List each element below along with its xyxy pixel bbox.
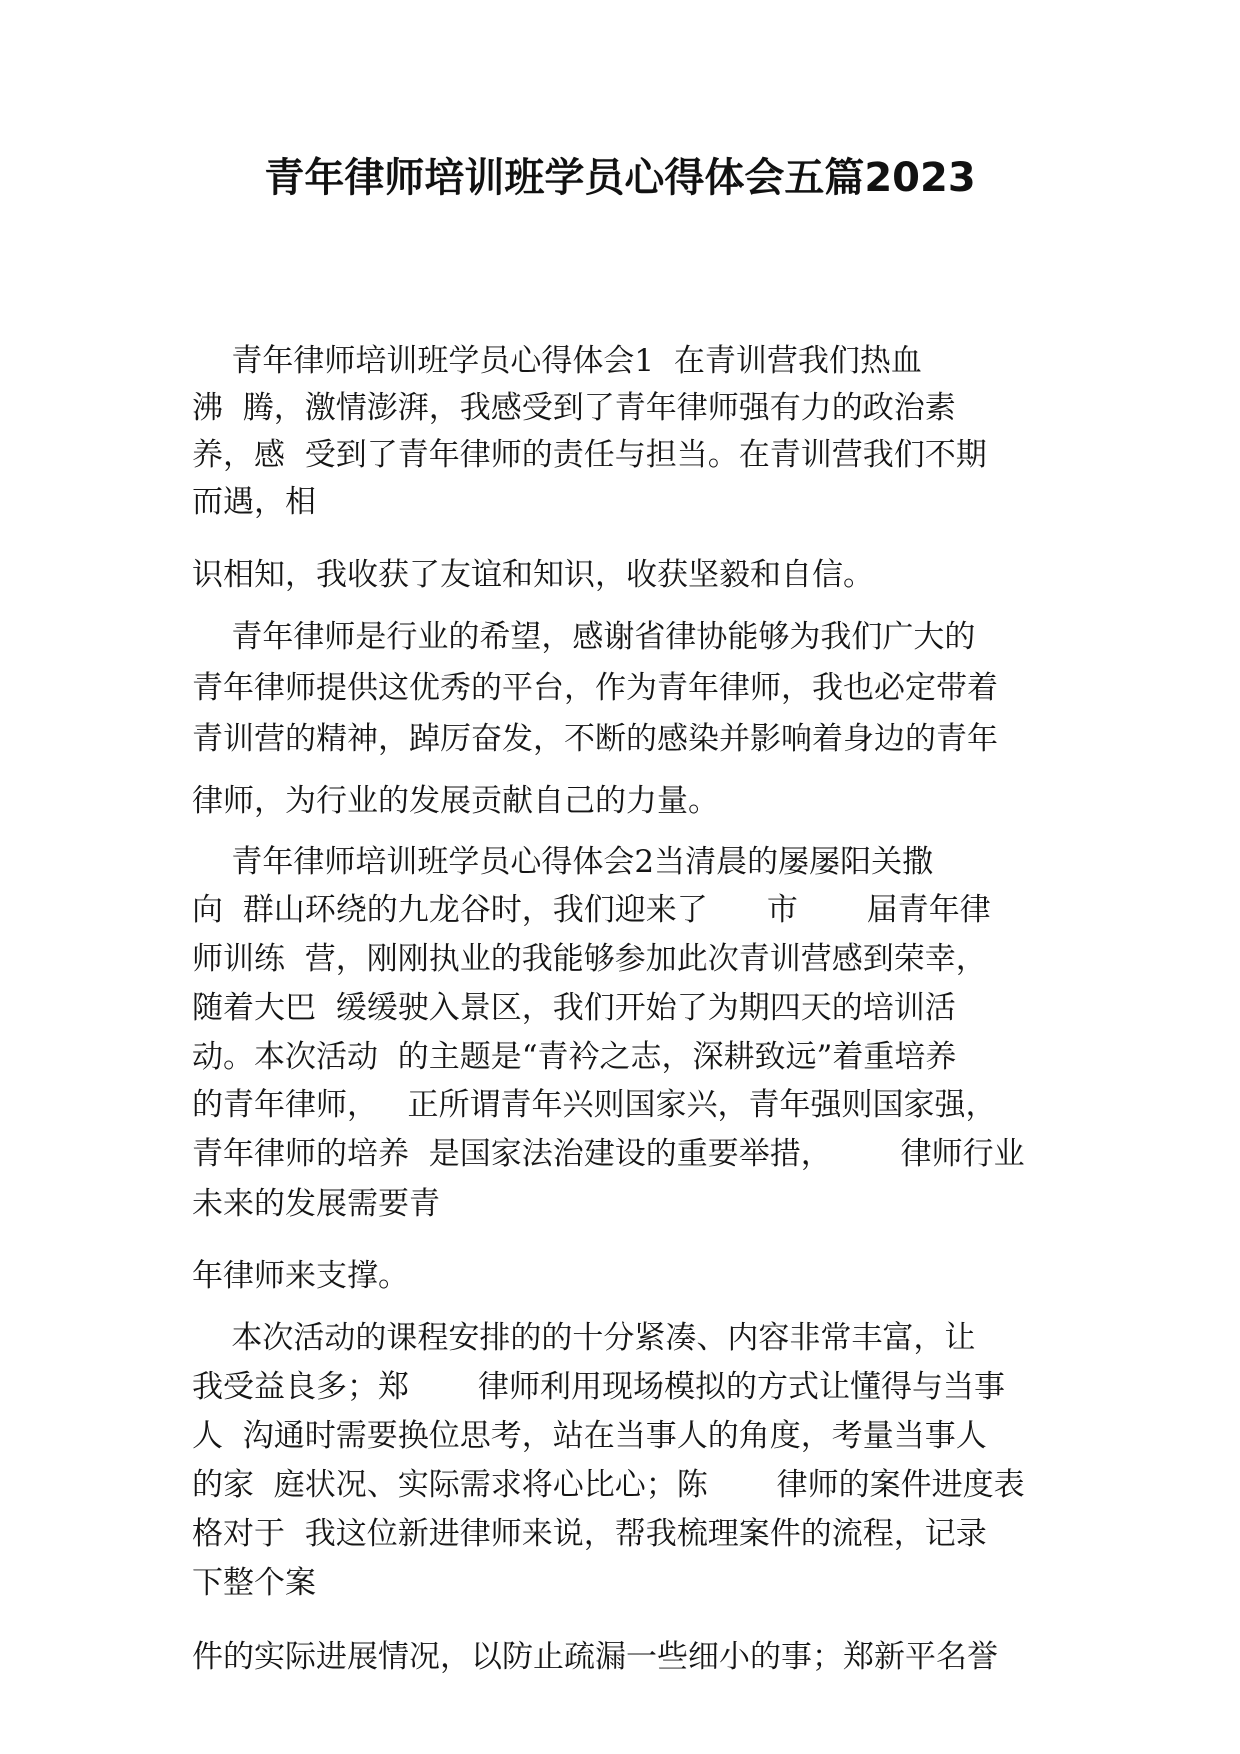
text-line: 年律师来支撑。 [192, 1258, 409, 1294]
text-line: 养，感 受到了青年律师的责任与担当。在青训营我们不期 [192, 437, 987, 473]
text-line: 随着大巴 缓缓驶入景区，我们开始了为期四天的培训活 [192, 990, 956, 1026]
document-title: 青年律师培训班学员心得体会五篇2023 [264, 155, 976, 201]
text-line: 律师，为行业的发展贡献自己的力量。 [192, 783, 719, 819]
text-line: 识相知，我收获了友谊和知识，收获坚毅和自信。 [192, 557, 874, 593]
text-line: 青年律师是行业的希望，感谢省律协能够为我们广大的 [192, 619, 976, 655]
text-line: 青年律师提供这优秀的平台，作为青年律师，我也必定带着 [192, 670, 998, 706]
text-line: 沸 腾，激情澎湃，我感受到了青年律师强有力的政治素 [192, 390, 956, 426]
text-line: 青训营的精神，踔厉奋发，不断的感染并影响着身边的青年 [192, 721, 998, 757]
text-line: 师训练 营，刚刚执业的我能够参加此次青训营感到荣幸， [192, 941, 987, 977]
text-line: 下整个案 [192, 1565, 316, 1601]
text-line: 本次活动的课程安排的的十分紧凑、内容非常丰富，让 [192, 1320, 976, 1356]
text-line: 的青年律师， 正所谓青年兴则国家兴，青年强则国家强， [192, 1087, 997, 1123]
text-line: 青年律师培训班学员心得体会1 在青训营我们热血 [192, 343, 922, 379]
text-line: 格对于 我这位新进律师来说，帮我梳理案件的流程，记录 [192, 1516, 987, 1552]
text-line: 人 沟通时需要换位思考，站在当事人的角度，考量当事人 [192, 1418, 987, 1454]
text-line: 青年律师培训班学员心得体会2当清晨的屡屡阳关撒 [192, 844, 934, 880]
text-line: 的家 庭状况、实际需求将心比心；陈 律师的案件进度表 [192, 1467, 1025, 1503]
text-line: 而遇，相 [192, 484, 316, 520]
text-line: 动。本次活动 的主题是“青衿之志，深耕致远”着重培养 [192, 1039, 957, 1075]
text-line: 青年律师的培养 是国家法治建设的重要举措， 律师行业 [192, 1136, 1025, 1172]
text-line: 件的实际进展情况，以防止疏漏一些细小的事；郑新平名誉 [192, 1639, 998, 1675]
text-line: 向 群山环绕的九龙谷时，我们迎来了 市 届青年律 [192, 892, 991, 928]
text-line: 我受益良多；郑 律师利用现场模拟的方式让懂得与当事 [192, 1369, 1005, 1405]
text-line: 未来的发展需要青 [192, 1186, 440, 1222]
